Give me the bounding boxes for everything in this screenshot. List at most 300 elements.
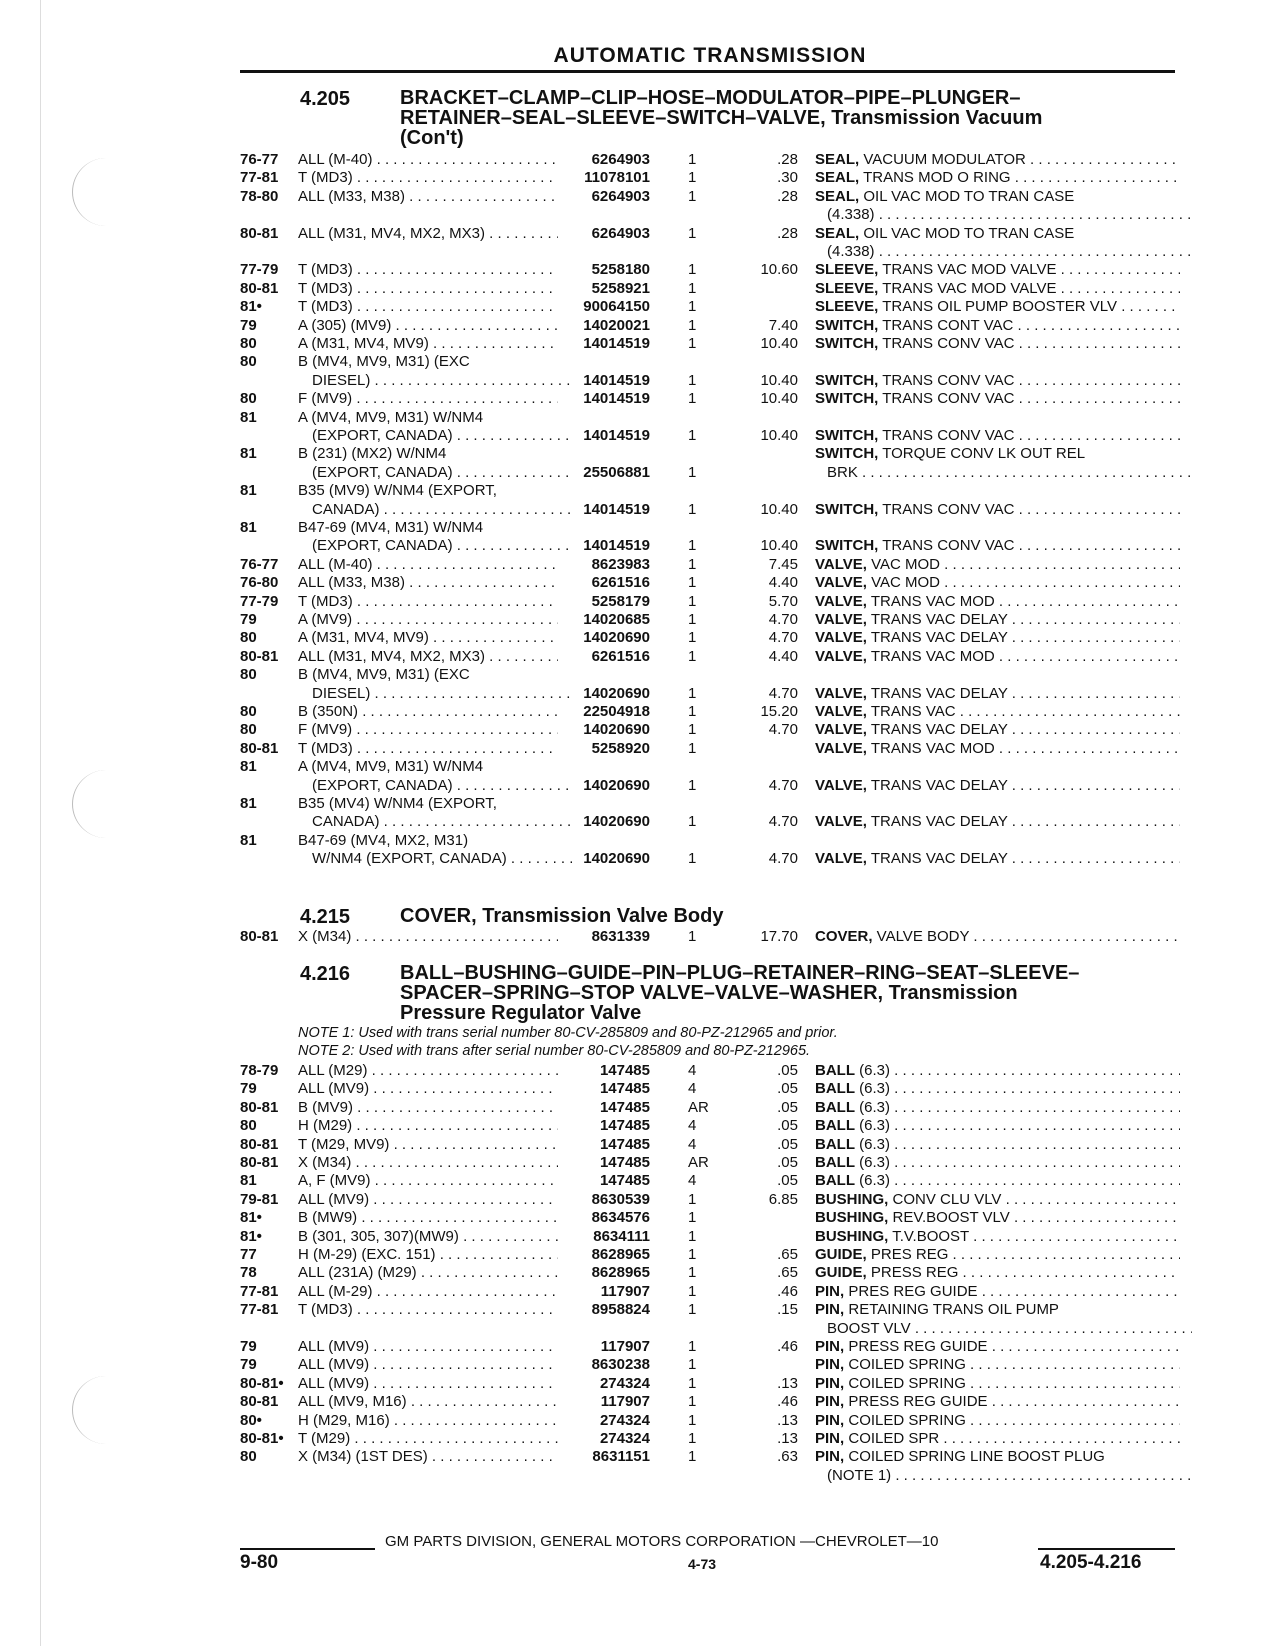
model-application: A (305) (MV9) . . . [298, 317, 558, 335]
part-number: 147485 [599, 1117, 650, 1135]
description-text: TRANS CONV VAC [878, 537, 1015, 555]
model-year: 80-81• [240, 1374, 284, 1392]
price: .46 [777, 1282, 798, 1300]
description-text: (6.3) [855, 1098, 891, 1116]
parts-row [240, 740, 1180, 758]
description-keyword: PIN, [815, 1411, 845, 1429]
description-keyword: PIN, [815, 1430, 845, 1447]
part-description [815, 445, 1180, 463]
price: 10.40 [760, 335, 798, 352]
model-application-cont: (EXPORT, CANADA) . . . [312, 464, 572, 482]
description-text: VACUUM MODULATOR [859, 151, 1026, 168]
part-number: 6264903 [591, 224, 650, 242]
description-keyword: VALVE, [815, 611, 867, 628]
description-keyword: PIN, [815, 1448, 845, 1466]
model-application: T (MD3) . . . [298, 593, 558, 611]
part-number: 5258180 [591, 261, 650, 279]
price: .63 [777, 1448, 798, 1466]
part-number: 8630539 [591, 1190, 650, 1208]
part-description [815, 298, 1180, 316]
description-text: PRES REG [866, 1246, 949, 1263]
part-description [815, 813, 1180, 831]
part-description [815, 1393, 1180, 1411]
model-application: B (MV4, MV9, M31) (EXC [298, 353, 470, 371]
price: 4.70 [768, 850, 798, 868]
parts-row [240, 1412, 1180, 1430]
part-number: 8634576 [591, 1209, 650, 1227]
model-year: 81 [240, 758, 257, 776]
quantity: 1 [688, 813, 697, 831]
description-keyword: BALL [815, 1080, 855, 1098]
price: 4.70 [768, 813, 798, 831]
description-keyword: PIN, [815, 1393, 845, 1411]
price: .28 [777, 224, 798, 242]
quantity: 1 [688, 335, 697, 352]
description-text: TRANS VAC MOD [866, 739, 995, 757]
model-year: 81• [240, 298, 262, 316]
price: 15.20 [760, 703, 798, 720]
parts-row [240, 1448, 1180, 1466]
part-description [815, 1228, 1180, 1246]
description-text: PRESS REG GUIDE [844, 1338, 988, 1355]
part-number: 5258179 [591, 592, 650, 610]
quantity: 1 [688, 739, 697, 757]
model-application: T (MD3) . . . [298, 169, 558, 187]
quantity: 1 [688, 261, 697, 279]
model-application: ALL (MV9) . . . [298, 1191, 558, 1209]
model-application: A (M31, MV4, MV9) . . . [298, 629, 558, 647]
binder-hole [72, 770, 109, 838]
price: 7.45 [768, 555, 798, 573]
part-description-cont: BOOST VLV . . . [827, 1320, 1192, 1338]
quantity: 1 [688, 611, 697, 628]
quantity: 4 [688, 1135, 697, 1153]
quantity: 1 [688, 1411, 697, 1429]
part-number: 22504918 [583, 703, 650, 720]
model-application: B35 (MV4) W/NM4 (EXPORT, [298, 795, 497, 812]
model-year: 77-79 [240, 592, 279, 610]
price: .13 [777, 1430, 798, 1447]
model-year: 80-81 [240, 224, 279, 242]
parts-row [240, 298, 1180, 316]
price: .46 [777, 1393, 798, 1411]
quantity: 1 [688, 169, 697, 187]
parts-row [240, 593, 1180, 611]
parts-row [240, 409, 1180, 427]
description-keyword: PIN, [815, 1282, 845, 1300]
quantity: 1 [688, 1301, 697, 1319]
price: .05 [777, 1135, 798, 1153]
parts-row-continuation [240, 427, 1180, 445]
quantity: 4 [688, 1062, 697, 1079]
part-number: 14020690 [583, 776, 650, 794]
part-description [815, 1191, 1180, 1209]
quantity: 1 [688, 390, 697, 408]
part-description [815, 390, 1180, 408]
description-keyword: SLEEVE, [815, 298, 879, 316]
description-text: TRANS VAC DELAY [866, 629, 1008, 647]
description-keyword: PIN, [815, 1356, 845, 1374]
header-rule [240, 70, 1175, 73]
parts-row [240, 519, 1180, 537]
description-keyword: SLEEVE, [815, 279, 879, 297]
price: 4.70 [768, 721, 798, 739]
model-application: F (MV9) . . . [298, 721, 558, 739]
part-description [815, 928, 1180, 946]
model-year: 80-81 [240, 647, 279, 665]
description-keyword: BALL [815, 1154, 855, 1171]
section-title: BRACKET–CLAMP–CLIP–HOSE–MODULATOR–PIPE–PLUNGER– RETAINER–SEAL–SLEEVE–SWITCH–VALVE, Transmission Vacuum (Con't) [400, 87, 1043, 149]
part-description [815, 1283, 1180, 1301]
part-number: 8628965 [591, 1264, 650, 1282]
footer-section-range: 4.205-4.216 [1040, 1552, 1142, 1573]
parts-row [240, 1117, 1180, 1135]
quantity: 1 [688, 1356, 697, 1374]
parts-row [240, 317, 1180, 335]
footer-rule-right [1038, 1548, 1175, 1550]
part-description [815, 1448, 1180, 1466]
description-text: OIL VAC MOD TO TRAN CASE [859, 224, 1075, 242]
model-year: 81• [240, 1209, 262, 1227]
quantity: 1 [688, 500, 697, 518]
part-number: 274324 [599, 1374, 650, 1392]
model-application: T (MD3) . . . [298, 280, 558, 298]
model-year: 79 [240, 316, 257, 334]
part-number: 90064150 [583, 298, 650, 316]
price: .05 [777, 1154, 798, 1171]
model-application: ALL (MV9) . . . [298, 1375, 558, 1393]
part-description [815, 685, 1180, 703]
model-application: H (M29) . . . [298, 1117, 558, 1135]
description-text: COILED SPR [844, 1430, 940, 1447]
part-number: 274324 [599, 1430, 650, 1447]
model-year: 79 [240, 611, 257, 628]
description-keyword: COVER, [815, 928, 873, 945]
model-application: B (350N) . . . [298, 703, 558, 721]
quantity: 1 [688, 647, 697, 665]
price: 4.40 [768, 647, 798, 665]
model-application: T (MD3) . . . [298, 740, 558, 758]
model-year: 80 [240, 1117, 257, 1135]
part-description [815, 537, 1180, 555]
parts-row [240, 482, 1180, 500]
quantity: 1 [688, 1246, 697, 1263]
description-keyword: SEAL, [815, 169, 860, 187]
part-number: 117907 [600, 1393, 650, 1411]
quantity: 1 [688, 703, 697, 720]
page-header-title: AUTOMATIC TRANSMISSION [553, 44, 867, 67]
model-year: 80 [240, 703, 257, 720]
description-text: TRANS OIL PUMP BOOSTER VLV [878, 298, 1118, 316]
part-description [815, 556, 1180, 574]
model-year: 77 [240, 1246, 257, 1263]
quantity: 1 [688, 1448, 697, 1466]
parts-row [240, 353, 1180, 371]
description-text: TRANS CONV VAC [878, 335, 1015, 352]
description-keyword: BALL [815, 1098, 855, 1116]
price: .05 [777, 1117, 798, 1135]
description-keyword: SEAL, [815, 224, 860, 242]
part-description-cont: BRK . . . [827, 464, 1192, 482]
description-keyword: VALVE, [815, 703, 867, 720]
model-year: 81 [240, 831, 257, 849]
model-application-cont: W/NM4 (EXPORT, CANADA) . . . [312, 850, 572, 868]
description-text: COILED SPRING [844, 1374, 966, 1392]
parts-row [240, 1099, 1180, 1117]
part-number: 5258920 [591, 739, 650, 757]
description-keyword: VALVE, [815, 629, 867, 647]
quantity: 1 [688, 463, 697, 481]
model-application: F (MV9) . . . [298, 390, 558, 408]
part-description [815, 1172, 1180, 1190]
description-keyword: PIN, [815, 1338, 845, 1355]
quantity: AR [688, 1154, 709, 1171]
price: .30 [777, 169, 798, 187]
model-year: 81 [240, 1172, 257, 1190]
model-year: 80-81 [240, 1393, 279, 1411]
parts-row [240, 1062, 1180, 1080]
model-year: 81 [240, 408, 257, 426]
description-keyword: SWITCH, [815, 427, 879, 444]
description-keyword: BUSHING, [815, 1227, 889, 1245]
parts-row [240, 1246, 1180, 1264]
description-text: TRANS VAC [866, 703, 956, 720]
part-description [815, 593, 1180, 611]
part-number: 6261516 [591, 574, 650, 592]
quantity: 1 [688, 151, 697, 168]
quantity: 1 [688, 928, 697, 945]
part-number: 6264903 [591, 187, 650, 205]
parts-row-continuation [240, 777, 1180, 795]
price: .15 [777, 1301, 798, 1319]
model-application: ALL (MV9, M16) . . . [298, 1393, 558, 1411]
description-keyword: SEAL, [815, 187, 860, 205]
part-number: 147485 [599, 1080, 650, 1098]
description-text: TRANS VAC MOD [866, 647, 995, 665]
price: .05 [777, 1062, 798, 1079]
model-application: ALL (231A) (M29) . . . [298, 1264, 558, 1282]
model-application: X (M34) . . . [298, 1154, 558, 1172]
part-description [815, 1356, 1180, 1374]
quantity: 1 [688, 427, 697, 444]
model-application: A, F (MV9) . . . [298, 1172, 558, 1190]
model-year: 80 [240, 666, 257, 684]
description-text: TRANS CONT VAC [878, 316, 1014, 334]
parts-row [240, 1264, 1180, 1282]
model-year: 80-81 [240, 1098, 279, 1116]
model-application: B35 (MV9) W/NM4 (EXPORT, [298, 482, 497, 500]
parts-row [240, 928, 1180, 946]
parts-row [240, 703, 1180, 721]
quantity: 1 [688, 316, 697, 334]
part-description [815, 1154, 1180, 1172]
part-description-cont: (NOTE 1) . . . [827, 1467, 1192, 1485]
description-keyword: SWITCH, [815, 316, 879, 334]
model-application-cont: (EXPORT, CANADA) . . . [312, 777, 572, 795]
model-year: 81 [240, 482, 257, 500]
price: 4.40 [768, 574, 798, 592]
part-description [815, 777, 1180, 795]
description-keyword: SWITCH, [815, 500, 879, 518]
footer-date: 9-80 [240, 1552, 279, 1573]
description-keyword: SLEEVE, [815, 261, 879, 279]
quantity: 1 [688, 629, 697, 647]
model-year: 76-77 [240, 555, 279, 573]
part-number: 14014519 [583, 537, 650, 555]
description-keyword: SWITCH, [815, 371, 879, 389]
description-keyword: VALVE, [815, 684, 867, 702]
parts-row [240, 1338, 1180, 1356]
section-title: BALL–BUSHING–GUIDE–PIN–PLUG–RETAINER–RING–SEAT–SLEEVE– SPACER–SPRING–STOP VALVE–VALVE–WASHER, Transmission Pressure Regulator Valve [400, 962, 1080, 1024]
parts-row [240, 1080, 1180, 1098]
part-description-cont: (4.338) . . . [827, 206, 1192, 224]
model-year: 78-79 [240, 1062, 279, 1079]
part-number: 8623983 [591, 555, 650, 573]
quantity: 1 [688, 1393, 697, 1411]
model-application-cont: (EXPORT, CANADA) . . . [312, 537, 572, 555]
quantity: 1 [688, 224, 697, 242]
part-number: 14020690 [583, 813, 650, 831]
parts-row [240, 556, 1180, 574]
description-text: (6.3) [855, 1135, 891, 1153]
part-number: 117907 [600, 1338, 650, 1355]
part-description [815, 372, 1180, 390]
model-application: B47-69 (MV4, M31) W/NM4 [298, 519, 484, 536]
parts-row [240, 169, 1180, 187]
footer-publisher: GM PARTS DIVISION, GENERAL MOTORS CORPORATION —CHEVROLET—10 [385, 1533, 939, 1550]
description-keyword: BALL [815, 1135, 855, 1153]
price: .65 [777, 1246, 798, 1263]
price: 10.60 [760, 261, 798, 279]
description-keyword: VALVE, [815, 592, 867, 610]
quantity: 1 [688, 1282, 697, 1300]
part-description [815, 1264, 1180, 1282]
quantity: 1 [688, 555, 697, 573]
part-number: 147485 [599, 1062, 650, 1079]
description-text: TRANS CONV VAC [878, 427, 1015, 444]
parts-row-continuation [240, 813, 1180, 831]
parts-row [240, 335, 1180, 353]
price: .13 [777, 1374, 798, 1392]
parts-row-continuation [240, 206, 1180, 224]
quantity: 1 [688, 187, 697, 205]
model-year: 77-81 [240, 1301, 279, 1319]
part-description [815, 1117, 1180, 1135]
part-description [815, 648, 1180, 666]
description-text: TRANS VAC MOD [866, 592, 995, 610]
parts-row [240, 1283, 1180, 1301]
model-year: 81 [240, 795, 257, 812]
description-keyword: SEAL, [815, 151, 860, 168]
description-keyword: SWITCH, [815, 390, 879, 408]
price: 10.40 [760, 427, 798, 444]
model-application: X (M34) (1ST DES) . . . [298, 1448, 558, 1466]
model-application: T (MD3) . . . [298, 261, 558, 279]
parts-row [240, 1375, 1180, 1393]
model-year: 77-81 [240, 1282, 279, 1300]
part-number: 14014519 [583, 390, 650, 408]
price: 10.40 [760, 371, 798, 389]
price: .05 [777, 1080, 798, 1098]
model-year: 80-81 [240, 928, 279, 945]
model-application: ALL (MV9) . . . [298, 1080, 558, 1098]
model-year: 77-79 [240, 261, 279, 279]
model-application-cont: DIESEL) . . . [312, 372, 572, 390]
model-year: 79 [240, 1356, 257, 1374]
description-text: TRANS CONV VAC [878, 390, 1015, 408]
part-description [815, 151, 1180, 169]
description-text: TRANS MOD O RING [859, 169, 1011, 187]
description-text: TRANS VAC DELAY [866, 684, 1008, 702]
model-application: ALL (M31, MV4, MX2, MX3) . . . [298, 225, 558, 243]
model-application-cont: (EXPORT, CANADA) . . . [312, 427, 572, 445]
description-text: OIL VAC MOD TO TRAN CASE [859, 187, 1075, 205]
price: 7.40 [768, 316, 798, 334]
part-number: 11078101 [584, 169, 650, 187]
model-year: 78 [240, 1264, 257, 1282]
model-application: A (M31, MV4, MV9) . . . [298, 335, 558, 353]
part-description [815, 225, 1180, 243]
description-text: T.V.BOOST [888, 1227, 969, 1245]
part-number: 8631339 [591, 928, 650, 945]
price: .13 [777, 1411, 798, 1429]
parts-row [240, 1209, 1180, 1227]
model-application-cont: CANADA) . . . [312, 813, 572, 831]
model-application: ALL (M-29) . . . [298, 1283, 558, 1301]
part-description [815, 1209, 1180, 1227]
model-application: A (MV4, MV9, M31) W/NM4 [298, 758, 484, 776]
parts-row-continuation [240, 501, 1180, 519]
footer-page-number: 4-73 [688, 1556, 717, 1572]
part-number: 14020021 [583, 316, 650, 334]
description-text: COILED SPRING [844, 1411, 966, 1429]
quantity: 4 [688, 1080, 697, 1098]
description-text: VALVE BODY [872, 928, 970, 945]
description-text: TRANS CONV VAC [878, 500, 1015, 518]
price: 4.70 [768, 684, 798, 702]
part-description [815, 501, 1180, 519]
note-2: NOTE 2: Used with trans after serial number 80-CV-285809 and 80-PZ-212965. [298, 1043, 811, 1059]
parts-row [240, 445, 1180, 463]
parts-row [240, 795, 1180, 813]
quantity: 1 [688, 1264, 697, 1282]
part-number: 14014519 [583, 500, 650, 518]
price: .05 [777, 1172, 798, 1190]
parts-row-continuation [240, 537, 1180, 555]
parts-row [240, 666, 1180, 684]
parts-row [240, 1356, 1180, 1374]
model-application-cont: DIESEL) . . . [312, 685, 572, 703]
model-application: T (M29) . . . [298, 1430, 558, 1448]
part-description [815, 1412, 1180, 1430]
model-year: 80 [240, 721, 257, 739]
part-number: 147485 [599, 1172, 650, 1190]
quantity: 1 [688, 850, 697, 868]
quantity: 1 [688, 1338, 697, 1355]
description-text: COILED SPRING [844, 1356, 966, 1374]
part-number: 14020690 [583, 721, 650, 739]
parts-row-continuation [240, 685, 1180, 703]
model-application: ALL (MV9) . . . [298, 1338, 558, 1356]
quantity: 1 [688, 1227, 697, 1245]
price: 4.70 [768, 629, 798, 647]
model-application: A (MV9) . . . [298, 611, 558, 629]
model-application: T (MD3) . . . [298, 1301, 558, 1319]
part-number: 14020685 [583, 611, 650, 628]
parts-row [240, 1191, 1180, 1209]
part-description [815, 335, 1180, 353]
binder-hole [72, 1376, 109, 1444]
